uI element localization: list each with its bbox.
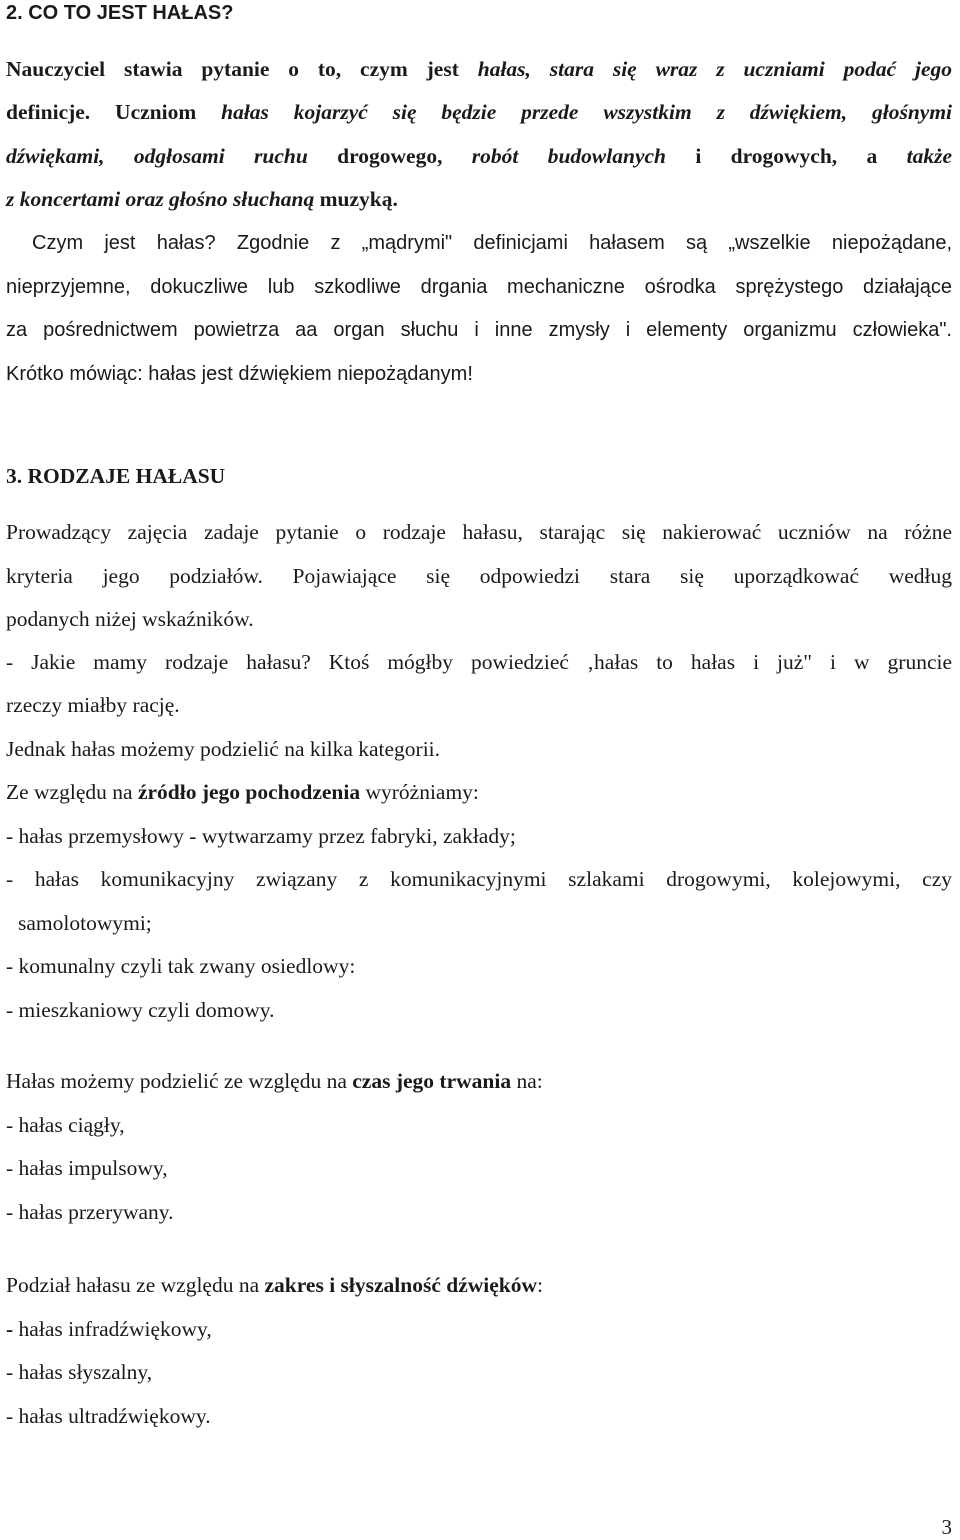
section-3-para-line-3: podanych niżej wskaźników. [6, 607, 254, 631]
source-criterion: Ze względu na źródło jego pochodzenia wyróżniamy: [6, 780, 479, 804]
intro-line-1: Nauczyciel stawia pytanie o to, czym jest hałas, stara się wraz z uczniami podać jego [6, 57, 952, 81]
section-3-para-line-1: Prowadzący zajęcia zadaje pytanie o rodzaje hałasu, starając się nakierować uczniów na różne [6, 520, 952, 544]
duration-item-1: - hałas ciągły, [6, 1113, 125, 1137]
section-3-para-line-4: - Jakie mamy rodzaje hałasu? Ktoś mógłby powiedzieć ‚hałas to hałas i już" i w gruncie [6, 650, 952, 674]
duration-item-2: - hałas impulsowy, [6, 1156, 168, 1180]
source-item-4: - mieszkaniowy czyli domowy. [6, 998, 275, 1022]
range-item-3: - hałas ultradźwiękowy. [6, 1404, 211, 1428]
duration-item-3: - hałas przerywany. [6, 1200, 174, 1224]
definition-line-2: nieprzyjemne, dokuczliwe lub szkodliwe drgania mechaniczne ośrodka sprężystego działające [6, 276, 952, 298]
section-3-para-line-6: Jednak hałas możemy podzielić na kilka kategorii. [6, 737, 441, 761]
section-3-para-line-5: rzeczy miałby rację. [6, 693, 180, 717]
range-criterion: Podział hałasu ze względu na zakres i słyszalność dźwięków: [6, 1273, 544, 1297]
source-item-2-cont: samolotowymi; [18, 911, 152, 935]
section-3-para-line-2: kryteria jego podziałów. Pojawiające się odpowiedzi stara się uporządkować według [6, 564, 952, 588]
duration-criterion: Hałas możemy podzielić ze względu na czas jego trwania na: [6, 1069, 543, 1093]
source-item-3: - komunalny czyli tak zwany osiedlowy: [6, 954, 356, 978]
definition-line-3: za pośrednictwem powietrza aa organ słuchu i inne zmysły i elementy organizmu człowieka". [6, 319, 952, 341]
intro-line-3: dźwiękami, odgłosami ruchu drogowego, robót budowlanych i drogowych, a także [6, 144, 952, 168]
source-item-1: - hałas przemysłowy - wytwarzamy przez fabryki, zakłady; [6, 824, 516, 848]
definition-line-1: Czym jest hałas? Zgodnie z „mądrymi" definicjami hałasem są „wszelkie niepożądane, [32, 232, 952, 254]
definition-line-4: Krótko mówiąc: hałas jest dźwiękiem niepożądanym! [6, 363, 473, 385]
intro-line-2: definicje. Uczniom hałas kojarzyć się będzie przede wszystkim z dźwiękiem, głośnymi [6, 100, 953, 124]
source-item-2: - hałas komunikacyjny związany z komunikacyjnymi szlakami drogowymi, kolejowymi, czy [6, 867, 952, 891]
section-2-heading: 2. CO TO JEST HAŁAS? [6, 2, 234, 24]
range-item-1: - hałas infradźwiękowy, [6, 1317, 212, 1341]
intro-line-4: z koncertami oraz głośno słuchaną muzyką. [6, 187, 398, 211]
range-item-2: - hałas słyszalny, [6, 1360, 153, 1384]
page-number: 3 [941, 1515, 952, 1539]
section-3-heading: 3. RODZAJE HAŁASU [6, 464, 226, 488]
